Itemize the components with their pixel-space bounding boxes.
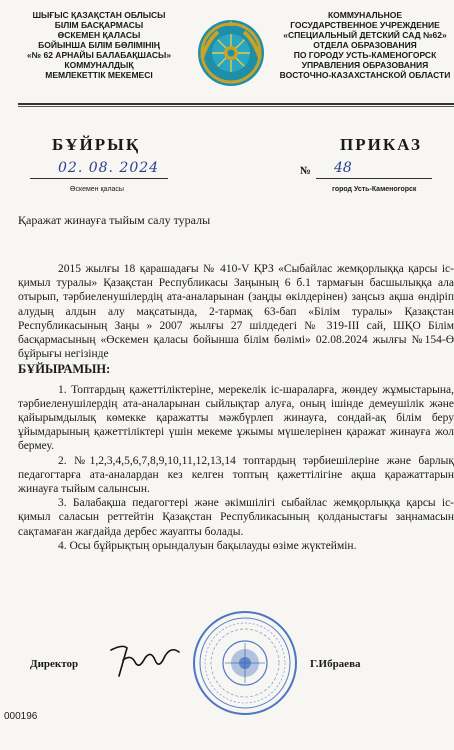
preamble-paragraph: 2015 жылғы 18 қарашадағы № 410-V ҚРЗ «Сыбайлас жемқорлыққа қарсы іс-қимыл туралы» Қазақстан Республикасы Заңының 6 б.1 тармағын басшылыққа ала отырып, тәрбиеленушілердің ата-аналарынан (заңды өкілдерінен) заңсыз ақша өндіріп алудың алдын алу мақсатында, 2-тармақ 63-бап «Білім туралы» Қазақстан Республикасының Заңы » 2007 жылғы 27 шілдедегі № 319-III сай, ШҚО Білім басқармасының «Өскемен қаласы бойынша білім бөлімі» 02.08.2024 жылғы №154-Ө бұйрығы негізінде bbox=[18, 263, 454, 361]
header-left-line: «№ 62 АРНАЙЫ БАЛАБАҚШАСЫ» bbox=[26, 50, 172, 60]
header-right-ru bbox=[276, 10, 454, 80]
order-item-4: 4. Осы бұйрықтың орындалуын бақылауды өзіме жүктеймін. bbox=[58, 539, 357, 552]
city-kz: Өскемен қаласы bbox=[70, 186, 124, 193]
handwritten-signature-icon bbox=[105, 640, 185, 680]
header-right-line: ВОСТОЧНО-КАЗАХСТАНСКОЙ ОБЛАСТИ bbox=[279, 70, 451, 80]
header-divider-thin bbox=[18, 106, 454, 107]
order-date: 02. 08. 2024 bbox=[58, 160, 160, 176]
order-item-1: 1. Топтардың қажеттіліктеріне, мерекелік іс-шараларға, жөндеу жұмыстарына, тәрбиеленушілердің ата-аналарынан сыйлықтар алуға, оның ішінде демеушілік және қайырымдылық көмекке қаражатты мәжбүрлеп жинауға, сондай-ақ білім беру ұйымдарының қажеттіліктері үшін мекеме ұжымы мүшелерінен қаражат жинауға жол бермеу. bbox=[18, 383, 454, 453]
header-right-line: КОММУНАЛЬНОЕ bbox=[327, 10, 403, 20]
command-heading: БҰЙЫРАМЫН: bbox=[18, 362, 111, 377]
official-stamp-icon bbox=[192, 610, 298, 716]
signatory-role: Директор bbox=[30, 658, 79, 670]
order-title-ru: ПРИКАЗ bbox=[340, 135, 422, 154]
document-serial: 000196 bbox=[4, 711, 38, 722]
header-left-line: БОЙЫНША БІЛІМ БӨЛІМІНІҢ bbox=[38, 40, 160, 50]
number-underline bbox=[316, 178, 432, 179]
header-divider bbox=[18, 103, 454, 105]
kazakhstan-emblem-icon bbox=[196, 18, 266, 88]
header-right-line: ОТДЕЛА ОБРАЗОВАНИЯ bbox=[313, 40, 417, 50]
order-subject: Қаражат жинауға тыйым салу туралы bbox=[18, 213, 211, 227]
order-item-2: 2. №1,2,3,4,5,6,7,8,9,10,11,12,13,14 топтардың тәрбиешілеріне және барлық педагогтарға ата-аналардан кез келген топтың қажеттілігіне ақша қаражаттарын жинауға тыйым салынсын. bbox=[18, 454, 454, 496]
signatory-name: Г.Ибраева bbox=[310, 658, 361, 670]
number-sign: № bbox=[300, 165, 312, 177]
header-left-line: ШЫҒЫС ҚАЗАҚСТАН ОБЛЫСЫ bbox=[32, 10, 166, 20]
header-right-line: УПРАВЛЕНИЯ ОБРАЗОВАНИЯ bbox=[301, 60, 429, 70]
order-number: 48 bbox=[334, 160, 352, 176]
header-left-line: БІЛІМ БАСҚАРМАСЫ bbox=[54, 20, 144, 30]
header-left-line: ӨСКЕМЕН ҚАЛАСЫ bbox=[57, 30, 141, 40]
header-left-kz bbox=[4, 10, 194, 80]
header-left-line: МЕМЛЕКЕТТІК МЕКЕМЕСІ bbox=[45, 70, 153, 80]
header-left-line: КОММУНАЛДЫҚ bbox=[64, 60, 134, 70]
date-underline bbox=[30, 178, 168, 179]
header-right-line: «СПЕЦИАЛЬНЫЙ ДЕТСКИЙ САД №62» bbox=[283, 30, 447, 40]
order-body bbox=[18, 262, 454, 553]
city-ru: город Усть-Каменогорск bbox=[332, 186, 417, 193]
header-right-line: ГОСУДАРСТВЕННОЕ УЧРЕЖДЕНИЕ bbox=[290, 20, 440, 30]
order-item-3: 3. Балабақша педагогтері және әкімшілігі сыбайлас жемқорлыққа қарсы іс-қимыл саласын реттейтін Қазақстан Республикасының қолданыстағы заңнамасын сақтамаған жағдайда дербес жауапты болады. bbox=[18, 497, 454, 538]
header-right-line: ПО ГОРОДУ УСТЬ-КАМЕНОГОРСК bbox=[293, 50, 437, 60]
order-title-kz: БҰЙРЫҚ bbox=[52, 135, 141, 154]
